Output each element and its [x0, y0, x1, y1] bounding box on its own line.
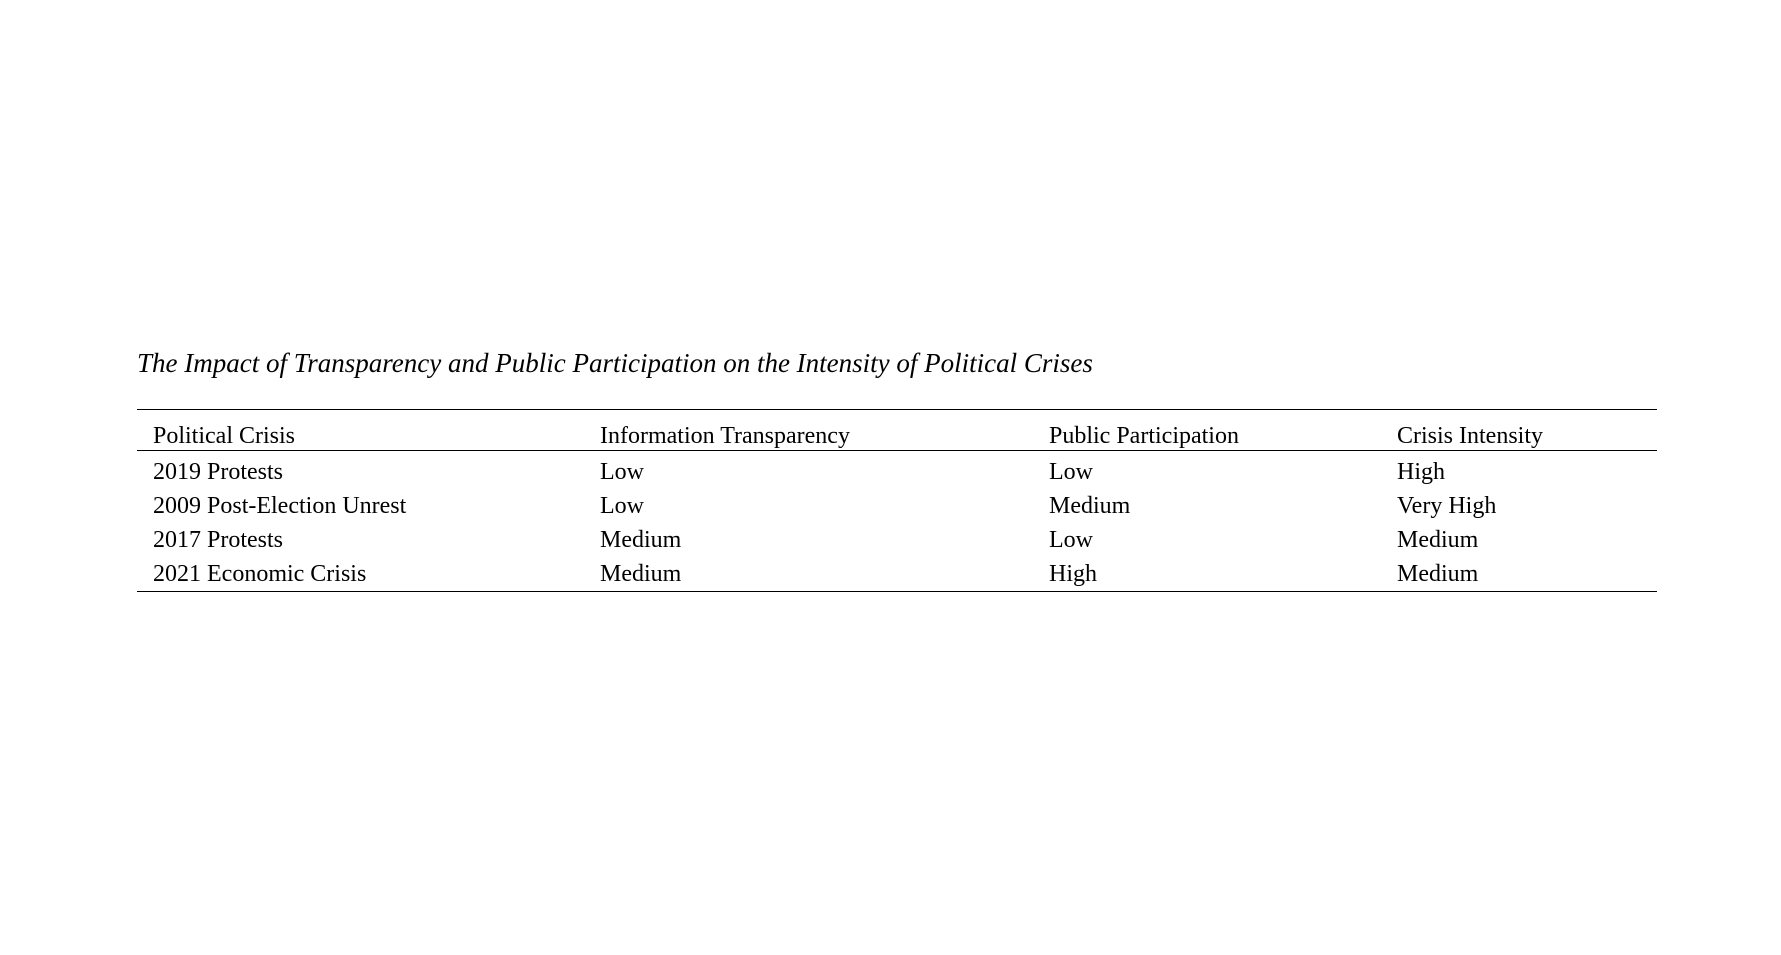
table-row	[137, 489, 1657, 523]
cell-public-participation: Low	[1049, 527, 1093, 553]
column-header-public-participation: Public Participation	[1049, 410, 1397, 451]
cell-information-transparency: Low	[600, 493, 644, 519]
cell-crisis-intensity: Very High	[1397, 493, 1497, 519]
cell-crisis-intensity: Medium	[1397, 527, 1479, 553]
cell-political-crisis: 2021 Economic Crisis	[153, 561, 367, 587]
cell-crisis-intensity: High	[1397, 459, 1445, 485]
column-header-information-transparency: Information Transparency	[600, 410, 1049, 451]
cell-political-crisis: 2019 Protests	[153, 459, 284, 485]
table-caption: The Impact of Transparency and Public Participation on the Intensity of Political Crises	[137, 348, 1093, 378]
column-header-crisis-intensity: Crisis Intensity	[1397, 410, 1657, 451]
column-header-political-crisis: Political Crisis	[137, 410, 600, 451]
cell-crisis-intensity: Medium	[1397, 561, 1479, 587]
table-row	[137, 523, 1657, 557]
cell-political-crisis: 2017 Protests	[153, 527, 284, 553]
cell-information-transparency: Medium	[600, 561, 682, 587]
table-body	[137, 451, 1657, 592]
crisis-table	[137, 409, 1657, 592]
cell-political-crisis: 2009 Post-Election Unrest	[153, 493, 407, 519]
cell-public-participation: Medium	[1049, 493, 1131, 519]
table-row	[137, 451, 1657, 490]
table-header	[137, 410, 1657, 451]
cell-information-transparency: Low	[600, 459, 644, 485]
table-row	[137, 557, 1657, 592]
header-row	[137, 410, 1657, 451]
cell-information-transparency: Medium	[600, 527, 682, 553]
cell-public-participation: Low	[1049, 459, 1093, 485]
cell-public-participation: High	[1049, 561, 1097, 587]
